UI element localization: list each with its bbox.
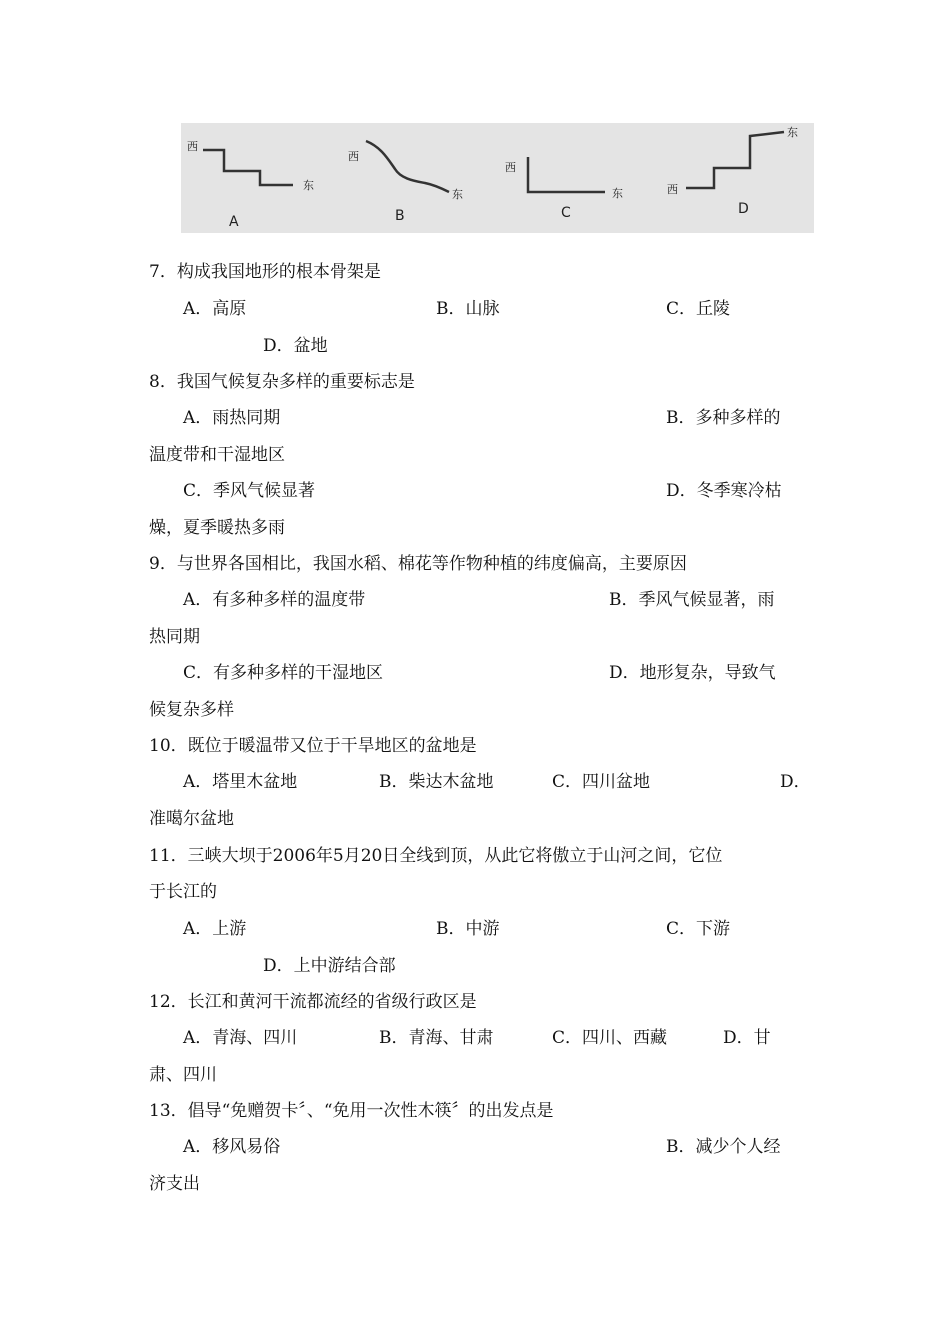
- question-8-stem: 8．我国气候复杂多样的重要标志是: [149, 372, 415, 392]
- q9-option-c: C．有多种多样的干湿地区: [183, 663, 384, 683]
- q9-option-b-cont: 热同期: [149, 627, 200, 647]
- q8-option-d-cont: 燥，夏季暖热多雨: [149, 518, 285, 538]
- q7-option-d: D．盆地: [263, 336, 328, 356]
- q11-option-d: D．上中游结合部: [263, 956, 396, 976]
- question-11-stem-cont: 于长江的: [149, 882, 217, 902]
- q7-option-c: C．丘陵: [666, 299, 731, 319]
- profile-d-west-label: 西: [667, 183, 678, 196]
- question-11-stem: 11．三峡大坝于2006年5月20日全线到顶，从此它将傲立于山河之间，它位: [149, 846, 723, 866]
- profile-d-east-label: 东: [787, 126, 798, 139]
- q8-option-d: D．冬季寒冷枯: [666, 481, 782, 501]
- question-9-stem: 9．与世界各国相比，我国水稻、棉花等作物种植的纬度偏高，主要原因: [149, 554, 687, 574]
- q11-option-c: C．下游: [666, 919, 731, 939]
- profile-c-east-label: 东: [612, 187, 623, 200]
- q9-option-a: A．有多种多样的温度带: [183, 590, 366, 610]
- q11-option-a: A．上游: [183, 919, 247, 939]
- question-13-stem: 13．倡导“免赠贺卡〞、“免用一次性木筷〞的出发点是: [149, 1101, 554, 1121]
- q7-option-a: A．高原: [183, 299, 247, 319]
- question-10-stem: 10．既位于暖温带又位于干旱地区的盆地是: [149, 736, 477, 756]
- profile-d-letter: D: [738, 201, 749, 217]
- q10-option-a: A．塔里木盆地: [183, 772, 298, 792]
- q13-option-a: A．移风易俗: [183, 1137, 281, 1157]
- q13-option-b-cont: 济支出: [149, 1174, 200, 1194]
- question-12-stem: 12．长江和黄河干流都流经的省级行政区是: [149, 992, 477, 1012]
- profile-c: [505, 157, 623, 221]
- q9-option-d-cont: 候复杂多样: [149, 700, 234, 720]
- q8-option-b: B．多种多样的: [666, 408, 781, 428]
- q7-option-b: B．山脉: [436, 299, 500, 319]
- profile-b-west-label: 西: [348, 150, 359, 163]
- q8-option-b-cont: 温度带和干湿地区: [149, 445, 285, 465]
- q10-option-d: D．: [780, 772, 811, 792]
- profile-a: [187, 140, 314, 230]
- q12-option-d: D．甘: [723, 1028, 771, 1048]
- profile-b-east-label: 东: [452, 188, 463, 201]
- q12-option-c: C．四川、西藏: [552, 1028, 668, 1048]
- profile-c-letter: C: [561, 205, 571, 221]
- profile-b: [348, 141, 463, 224]
- profile-d: [667, 126, 798, 217]
- profile-a-letter: A: [229, 214, 239, 230]
- profile-a-east-label: 东: [303, 179, 314, 192]
- q13-option-b: B．减少个人经: [666, 1137, 781, 1157]
- q12-option-a: A．青海、四川: [183, 1028, 298, 1048]
- q8-option-a: A．雨热同期: [183, 408, 281, 428]
- q10-option-c: C．四川盆地: [552, 772, 651, 792]
- q8-option-c: C．季风气候显著: [183, 481, 316, 501]
- q10-option-b: B．柴达木盆地: [379, 772, 494, 792]
- profile-a-west-label: 西: [187, 140, 198, 153]
- q12-option-d-cont: 肃、四川: [149, 1065, 217, 1085]
- q9-option-b: B．季风气候显著，雨: [609, 590, 775, 610]
- q9-option-d: D．地形复杂，导致气: [609, 663, 776, 683]
- q10-option-d-cont: 准噶尔盆地: [149, 809, 234, 829]
- profile-c-west-label: 西: [505, 161, 516, 174]
- profile-b-letter: B: [395, 208, 405, 224]
- q12-option-b: B．青海、甘肃: [379, 1028, 494, 1048]
- q11-option-b: B．中游: [436, 919, 500, 939]
- question-7-stem: 7．构成我国地形的根本骨架是: [149, 262, 381, 282]
- terrain-profile-figure: [181, 123, 814, 233]
